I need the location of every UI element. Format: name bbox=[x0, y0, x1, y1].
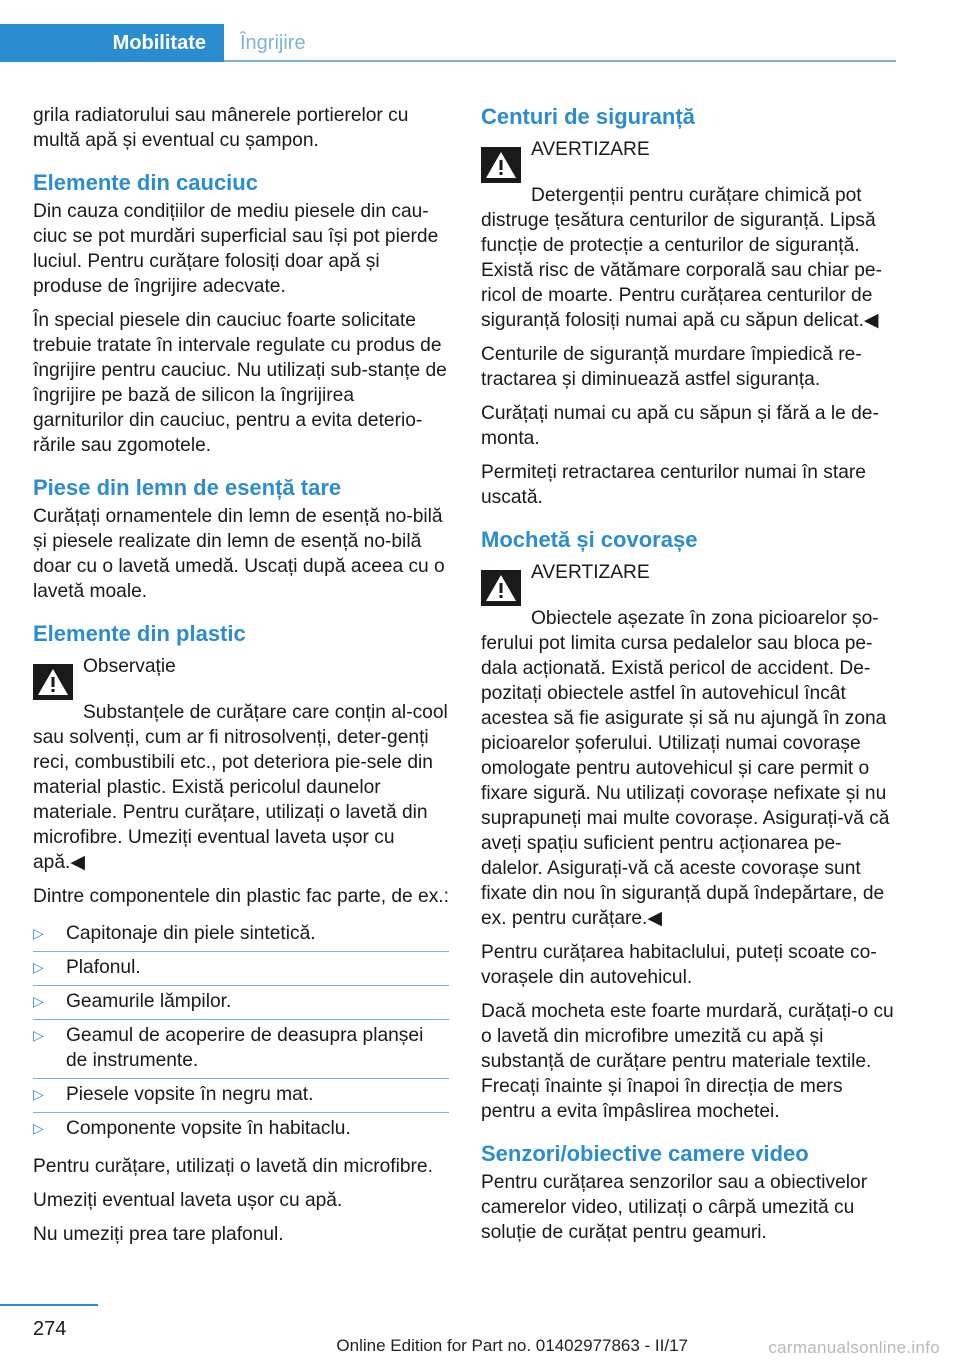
section-title-rubber: Elemente din cauciuc bbox=[33, 170, 258, 195]
intro-paragraph: grila radiatorului sau mânerele portierelor cu multă apă și eventual cu șampon. bbox=[33, 105, 409, 151]
right-column bbox=[481, 103, 896, 1261]
triangle-bullet-icon: ▷ bbox=[33, 1027, 44, 1043]
section-wood bbox=[33, 474, 449, 604]
section-title-plastic: Elemente din plastic bbox=[33, 621, 246, 646]
plastic-paragraph-1: Dintre componentele din plastic fac parte, de ex.: bbox=[33, 886, 449, 907]
list-item: ▷ Geamul de acoperire de deasupra planșei de instrumente. bbox=[33, 1020, 449, 1079]
plastic-paragraph-3: Umeziți eventual laveta ușor cu apă. bbox=[33, 1190, 343, 1211]
belts-paragraph-1: Centurile de siguranță murdare împiedică re‐tractarea și diminuează astfel siguranța. bbox=[481, 344, 862, 390]
rubber-paragraph-1: Din cauza condițiilor de mediu piesele din cau‐ciuc se pot murdări superficial sau își pot pierde luciul. Pentru curățare folosiți doar apă și produse de îngrijire adecvate. bbox=[33, 201, 439, 297]
section-rubber bbox=[33, 169, 449, 458]
list-item: ▷ Piesele vopsite în negru mat. bbox=[33, 1079, 449, 1113]
triangle-bullet-icon: ▷ bbox=[33, 959, 44, 975]
section-belts bbox=[481, 103, 896, 510]
carpet-paragraph-2: Dacă mocheta este foarte murdară, curățați-o cu o lavetă din microfibre umezită cu apă și substanță de curățare pentru materiale textile. Frecați înainte și înapoi în direcția de mers pentru a evita împâslirea mochetei. bbox=[481, 1001, 894, 1122]
triangle-bullet-icon: ▷ bbox=[33, 993, 44, 1009]
section-sensors bbox=[481, 1140, 896, 1245]
section-plastic bbox=[33, 620, 449, 1247]
carpet-warning bbox=[481, 560, 896, 931]
page-number: 274 bbox=[33, 1318, 67, 1340]
sensors-paragraph-1: Pentru curățarea senzorilor sau a obiectivelor camerelor video, utilizați o cârpă umezită cu soluție de curățat pentru geamuri. bbox=[481, 1172, 868, 1243]
carpet-warning-title: AVERTIZARE bbox=[531, 562, 650, 583]
section-title-sensors: Senzori/obiective camere video bbox=[481, 1141, 809, 1166]
footer-divider bbox=[0, 1304, 98, 1306]
section-title-carpet: Mochetă și covorașe bbox=[481, 527, 698, 552]
belts-warning-text: Detergenții pentru curățare chimică pot distruge țesătura centurilor de siguranță. Lipsă funcție de protecție a centurilor de siguranță. Există risc de vătămare corporală sau chiar pe‐ricol de moarte. Pentru curățarea centurilor de siguranță folosiți numai apă cu săpun delicat.◀ bbox=[481, 185, 882, 331]
triangle-bullet-icon: ▷ bbox=[33, 1120, 44, 1136]
list-item: ▷ Capitonaje din piele sintetică. bbox=[33, 918, 449, 952]
list-item: ▷ Componente vopsite în habitaclu. bbox=[33, 1118, 351, 1139]
left-column bbox=[33, 103, 449, 1263]
list-item: ▷ Plafonul. bbox=[33, 952, 449, 986]
plastic-component-list bbox=[33, 918, 449, 1146]
edition-note: Online Edition for Part no. 01402977863 - II/17 bbox=[336, 1336, 688, 1355]
belts-warning-title: AVERTIZARE bbox=[531, 139, 650, 160]
section-carpet bbox=[481, 526, 896, 1124]
carpet-warning-text: Obiectele așezate în zona picioarelor șo‐ferului pot limita cursa pedalelor sau bloca pe‐dala acționată. Există pericol de accident. De‐pozitați obiectele astfel în autovehicul încât acestea să fie asigurate și să nu ajungă în zona picioarelor șoferului. Utilizați numai covorașe omologate pentru autovehicul și care permit o fixare sigură. Nu utilizați covorașe nefixate și nu suprapuneți mai multe covorașe. Asigurați-vă că aveți spațiu suficient pentru acționarea pe‐dalelor. Asigurați-vă că aceste covorașe sunt fixate din nou în siguranță după îndepărtare, de ex. pentru curățare.◀ bbox=[481, 608, 890, 929]
belts-warning bbox=[481, 137, 896, 333]
plastic-warning bbox=[33, 654, 449, 875]
header-divider bbox=[224, 60, 896, 62]
tab-ingrijire[interactable]: Îngrijire bbox=[240, 31, 306, 54]
rubber-paragraph-2: În special piesele din cauciuc foarte solicitate trebuie tratate în intervale regulate cu produs de îngrijire pentru cauciuc. Nu utilizați sub‐stanțe de îngrijire pe bază de silicon la îngrijirea garniturilor din cauciuc, pentru a evita deterio‐rările sau zgomotele. bbox=[33, 310, 447, 456]
belts-paragraph-3: Permiteți retractarea centurilor numai în stare uscată. bbox=[481, 462, 866, 508]
belts-paragraph-2: Curățați numai cu apă cu săpun și fără a le de‐monta. bbox=[481, 403, 879, 449]
list-item: ▷ Geamurile lămpilor. bbox=[33, 986, 449, 1020]
section-title-belts: Centuri de siguranță bbox=[481, 104, 695, 129]
page-header bbox=[0, 0, 960, 64]
watermark: carmanualsonline.info bbox=[768, 1338, 940, 1357]
carpet-paragraph-1: Pentru curățarea habitaclului, puteți scoate co‐vorașele din autovehicul. bbox=[481, 942, 877, 988]
section-title-wood: Piese din lemn de esență tare bbox=[33, 475, 342, 500]
wood-paragraph-1: Curățați ornamentele din lemn de esență no‐bilă și piesele realizate din lemn de esență no‐bilă doar cu o lavetă umedă. Uscați după aceea cu o lavetă moale. bbox=[33, 506, 445, 602]
plastic-warning-title: Observație bbox=[83, 656, 176, 677]
triangle-bullet-icon: ▷ bbox=[33, 925, 44, 941]
warning-triangle-icon bbox=[481, 570, 521, 606]
warning-triangle-icon bbox=[481, 147, 521, 183]
triangle-bullet-icon: ▷ bbox=[33, 1086, 44, 1102]
plastic-paragraph-2: Pentru curățare, utilizați o lavetă din microfibre. bbox=[33, 1156, 433, 1177]
warning-triangle-icon bbox=[33, 664, 73, 700]
tab-mobilitate[interactable]: Mobilitate bbox=[0, 24, 224, 62]
plastic-paragraph-4: Nu umeziți prea tare plafonul. bbox=[33, 1224, 284, 1245]
plastic-warning-text: Substanțele de curățare care conțin al‐cool sau solvenți, cum ar fi nitrosolvenți, deter‐genți reci, combustibili etc., pot deteriora pie‐sele din material plastic. Există pericolul daunelor materiale. Pentru curățare, utilizați o lavetă din microfibre. Umeziți eventual laveta ușor cu apă.◀ bbox=[33, 702, 448, 873]
